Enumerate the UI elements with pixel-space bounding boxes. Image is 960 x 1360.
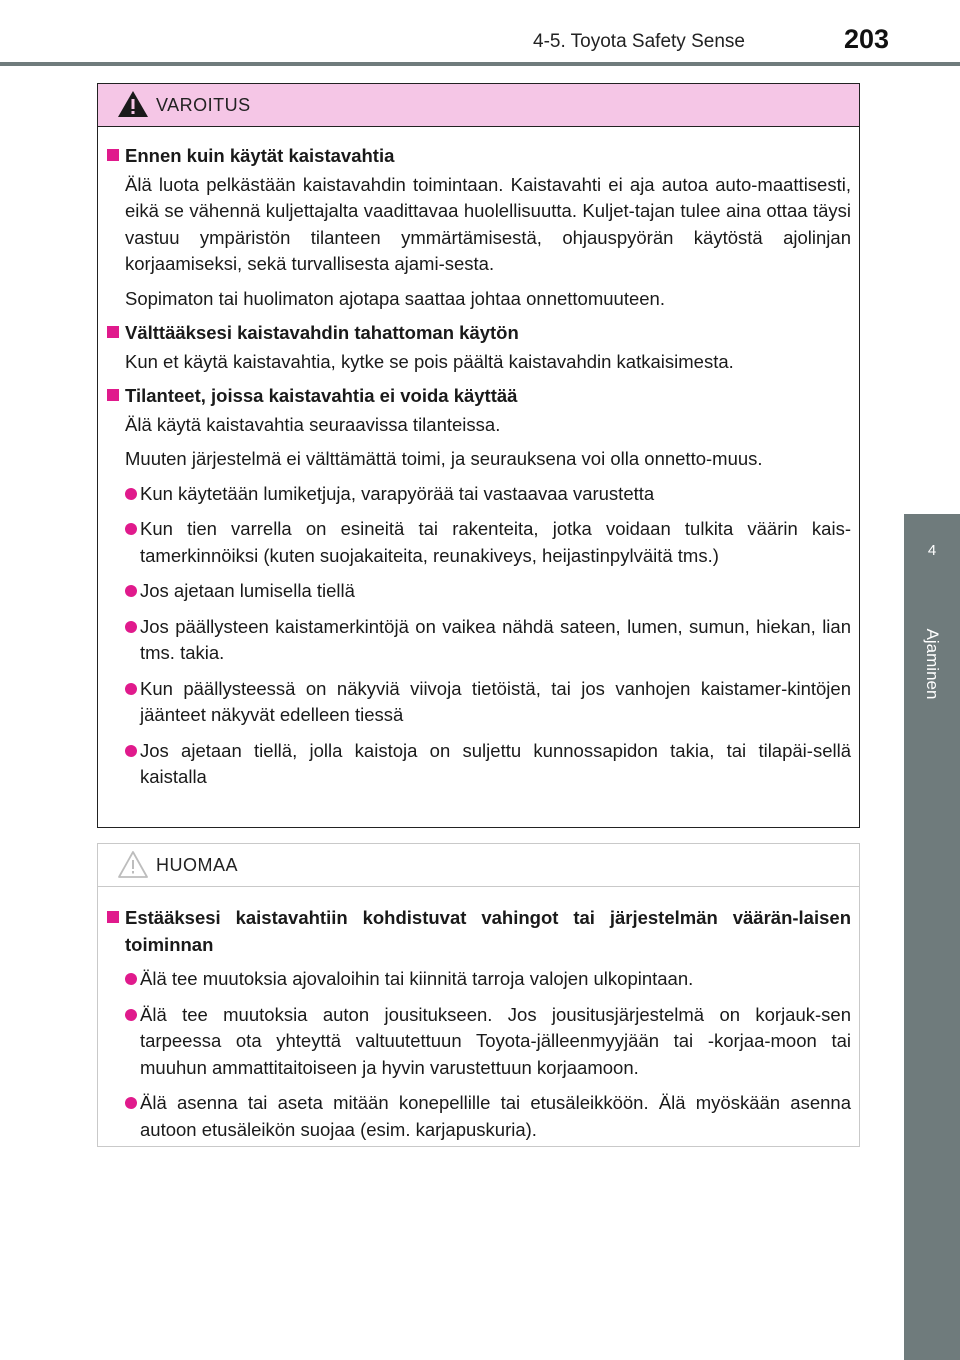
- square-bullet-icon: [107, 149, 119, 161]
- warning-header: [98, 84, 859, 127]
- page-number: 203: [844, 24, 890, 54]
- paragraph: Muuten järjestelmä ei välttämättä toimi, ja seurauksena voi olla onnetto-muus.: [125, 448, 763, 469]
- chapter-label: Ajaminen: [923, 628, 942, 700]
- round-bullet-icon: [125, 745, 137, 757]
- list-item: Älä asenna tai aseta mitään konepellille tai etusäleikköön. Älä myöskään asenna autoon etusäleikön suojaa (esim. karjapuskuria).: [106, 1090, 851, 1143]
- list-item: Älä tee muutoksia ajovaloihin tai kiinnitä tarroja valojen ulkopintaan.: [106, 966, 851, 993]
- list-item: Jos ajetaan tiellä, jolla kaistoja on suljettu kunnossapidon takia, tai tilapäi-sellä kaistalla: [106, 738, 851, 791]
- paragraph: Älä luota pelkästään kaistavahdin toimintaan. Kaistavahti ei aja autoa auto-maattisesti, eikä se vähennä kuljettajalta vaadittavaa huolellisuutta. Kuljet-tajan tulee aina ottaa täysi vastuu ympäristön tilanteen ymmärtämisestä, ohjauspyörän käytöstä ajolinjan korjaamiseksi, sekä turvallisesta ajami-sesta.: [125, 173, 851, 274]
- round-bullet-icon: [125, 523, 137, 535]
- notice-title: HUOMAA: [156, 855, 239, 875]
- warning-title: VAROITUS: [156, 95, 251, 115]
- section-heading: Tilanteet, joissa kaistavahtia ei voida käyttää: [106, 383, 851, 410]
- header-divider: [0, 62, 960, 66]
- section-title: 4-5. Toyota Safety Sense: [533, 31, 745, 52]
- paragraph: Kun et käytä kaistavahtia, kytke se pois päältä kaistavahdin katkaisimesta.: [125, 350, 734, 372]
- chapter-strip: [904, 598, 960, 1360]
- warning-triangle-icon: [116, 89, 150, 119]
- section-heading: Välttääksesi kaistavahdin tahattoman käytön: [106, 320, 851, 347]
- list-item: Kun tien varrella on esineitä tai rakenteita, jotka voidaan tulkita väärin kais-tamerkinnöiksi (kuten suojakaiteita, reunakiveys, heijastinpylväitä tms.): [106, 516, 851, 569]
- chapter-tab: [904, 514, 960, 598]
- caution-triangle-icon: [116, 849, 150, 879]
- list-item: Älä tee muutoksia auton jousitukseen. Jos jousitusjärjestelmä on korjauk-sen tarpeessa ota yhteyttä valtuutettuun Toyota-jälleenmyyjään tai -korjaa-moon tai muuhun ammattitaitoiseen ja hyvin varustettuun korjaamoon.: [106, 1002, 851, 1082]
- round-bullet-icon: [125, 621, 137, 633]
- round-bullet-icon: [125, 1097, 137, 1109]
- paragraph: Sopimaton tai huolimaton ajotapa saattaa johtaa onnettomuuteen.: [125, 287, 665, 309]
- square-bullet-icon: [107, 326, 119, 338]
- list-item: Jos päällysteen kaistamerkintöjä on vaikea nähdä sateen, lumen, sumun, hiekan, lian tms. takia.: [106, 614, 851, 667]
- round-bullet-icon: [125, 1009, 137, 1021]
- notice-header: [98, 844, 859, 887]
- list-item: Jos ajetaan lumisella tiellä: [106, 578, 851, 605]
- list-item: Kun päällysteessä on näkyviä viivoja tietöistä, tai jos vanhojen kaistamer-kintöjen jäänteet näkyvät edelleen tiessä: [106, 676, 851, 729]
- list-item: Kun käytetään lumiketjuja, varapyörää tai vastaavaa varustetta: [106, 481, 851, 508]
- chapter-number: 4: [927, 542, 937, 559]
- section-heading: Estääksesi kaistavahtiin kohdistuvat vahingot tai järjestelmän väärän-laisen toiminnan: [106, 905, 851, 958]
- square-bullet-icon: [107, 389, 119, 401]
- round-bullet-icon: [125, 683, 137, 695]
- square-bullet-icon: [107, 911, 119, 923]
- round-bullet-icon: [125, 585, 137, 597]
- warning-box: [97, 83, 860, 828]
- round-bullet-icon: [125, 973, 137, 985]
- notice-box: [97, 843, 860, 1147]
- section-heading: Ennen kuin käytät kaistavahtia: [106, 143, 851, 170]
- paragraph: Älä käytä kaistavahtia seuraavissa tilanteissa.: [125, 413, 501, 435]
- round-bullet-icon: [125, 488, 137, 500]
